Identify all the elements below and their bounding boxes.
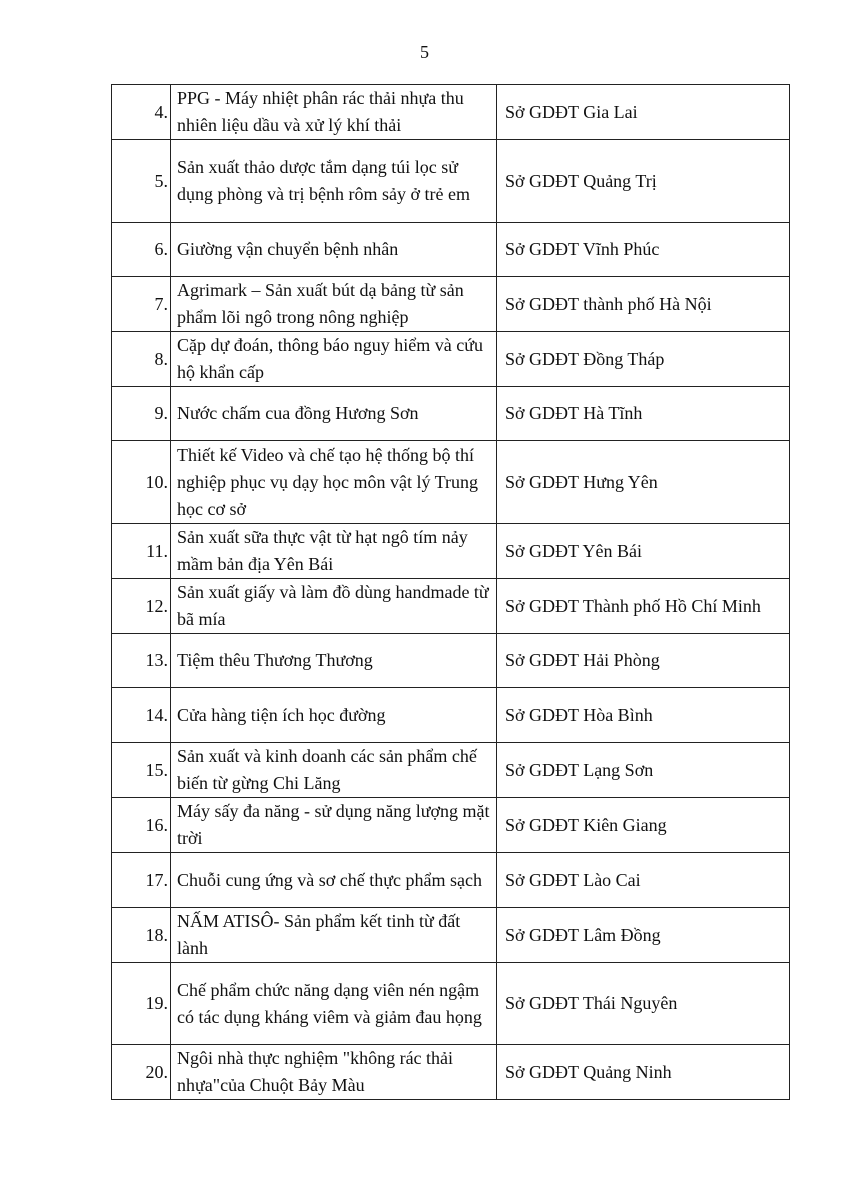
project-name: Giường vận chuyển bệnh nhân <box>171 223 497 277</box>
row-number: 15. <box>112 743 171 798</box>
table-row <box>112 85 790 140</box>
row-number: 12. <box>112 579 171 634</box>
row-number: 6. <box>112 223 171 277</box>
row-number: 10. <box>112 441 171 524</box>
organization: Sở GDĐT Lạng Sơn <box>497 743 790 798</box>
project-name: PPG - Máy nhiệt phân rác thải nhựa thu nhiên liệu dầu và xử lý khí thải <box>171 85 497 140</box>
row-number: 14. <box>112 688 171 743</box>
project-name: Cửa hàng tiện ích học đường <box>171 688 497 743</box>
table-row <box>112 441 790 524</box>
organization: Sở GDĐT Gia Lai <box>497 85 790 140</box>
row-number: 20. <box>112 1045 171 1100</box>
project-table-body <box>112 85 790 1100</box>
organization: Sở GDĐT Lào Cai <box>497 853 790 908</box>
table-row <box>112 853 790 908</box>
project-name: Sản xuất giấy và làm đồ dùng handmade từ bã mía <box>171 579 497 634</box>
organization: Sở GDĐT Đồng Tháp <box>497 332 790 387</box>
project-name: Nước chấm cua đồng Hương Sơn <box>171 387 497 441</box>
project-name: Thiết kế Video và chế tạo hệ thống bộ thí nghiệp phục vụ dạy học môn vật lý Trung học cơ sở <box>171 441 497 524</box>
row-number: 17. <box>112 853 171 908</box>
project-name: NẤM ATISÔ- Sản phẩm kết tinh từ đất lành <box>171 908 497 963</box>
organization: Sở GDĐT Hưng Yên <box>497 441 790 524</box>
project-name: Sản xuất và kinh doanh các sản phẩm chế biến từ gừng Chi Lăng <box>171 743 497 798</box>
organization: Sở GDĐT Hải Phòng <box>497 634 790 688</box>
project-name: Sản xuất thảo dược tắm dạng túi lọc sử dụng phòng và trị bệnh rôm sảy ở trẻ em <box>171 140 497 223</box>
row-number: 11. <box>112 524 171 579</box>
table-row <box>112 524 790 579</box>
project-table <box>111 84 790 1100</box>
project-name: Máy sấy đa năng - sử dụng năng lượng mặt trời <box>171 798 497 853</box>
organization: Sở GDĐT Quảng Ninh <box>497 1045 790 1100</box>
row-number: 18. <box>112 908 171 963</box>
organization: Sở GDĐT Hà Tĩnh <box>497 387 790 441</box>
organization: Sở GDĐT Thái Nguyên <box>497 963 790 1045</box>
organization: Sở GDĐT Hòa Bình <box>497 688 790 743</box>
row-number: 7. <box>112 277 171 332</box>
row-number: 19. <box>112 963 171 1045</box>
project-name: Chế phẩm chức năng dạng viên nén ngậm có tác dụng kháng viêm và giảm đau họng <box>171 963 497 1045</box>
table-row <box>112 743 790 798</box>
page-number: 5 <box>420 42 429 62</box>
organization: Sở GDĐT Thành phố Hồ Chí Minh <box>497 579 790 634</box>
organization: Sở GDĐT Kiên Giang <box>497 798 790 853</box>
row-number: 16. <box>112 798 171 853</box>
organization: Sở GDĐT Vĩnh Phúc <box>497 223 790 277</box>
table-row <box>112 332 790 387</box>
project-name: Agrimark – Sản xuất bút dạ bảng từ sản phẩm lõi ngô trong nông nghiệp <box>171 277 497 332</box>
organization: Sở GDĐT Lâm Đồng <box>497 908 790 963</box>
table-row <box>112 387 790 441</box>
table-row <box>112 908 790 963</box>
table-row <box>112 277 790 332</box>
row-number: 5. <box>112 140 171 223</box>
table-row <box>112 140 790 223</box>
table-row <box>112 1045 790 1100</box>
project-name: Ngôi nhà thực nghiệm "không rác thải nhựa"của Chuột Bảy Màu <box>171 1045 497 1100</box>
organization: Sở GDĐT thành phố Hà Nội <box>497 277 790 332</box>
row-number: 13. <box>112 634 171 688</box>
project-name: Cặp dự đoán, thông báo nguy hiểm và cứu hộ khẩn cấp <box>171 332 497 387</box>
project-name: Tiệm thêu Thương Thương <box>171 634 497 688</box>
table-row <box>112 688 790 743</box>
row-number: 8. <box>112 332 171 387</box>
organization: Sở GDĐT Yên Bái <box>497 524 790 579</box>
project-name: Chuỗi cung ứng và sơ chế thực phẩm sạch <box>171 853 497 908</box>
row-number: 4. <box>112 85 171 140</box>
table-row <box>112 579 790 634</box>
row-number: 9. <box>112 387 171 441</box>
table-row <box>112 798 790 853</box>
table-row <box>112 963 790 1045</box>
project-name: Sản xuất sữa thực vật từ hạt ngô tím nảy mầm bản địa Yên Bái <box>171 524 497 579</box>
table-row <box>112 223 790 277</box>
table-row <box>112 634 790 688</box>
organization: Sở GDĐT Quảng Trị <box>497 140 790 223</box>
